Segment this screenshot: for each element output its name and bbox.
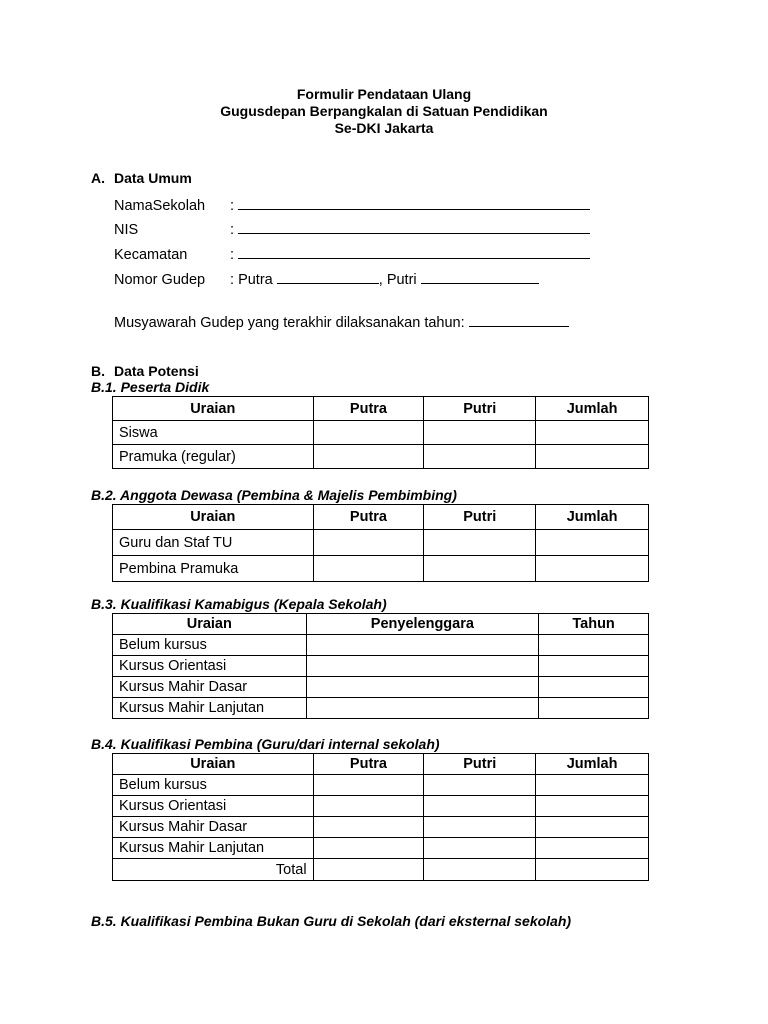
table-row — [113, 556, 649, 582]
putri-blank[interactable] — [421, 270, 539, 284]
field-label: Kecamatan — [114, 247, 188, 263]
section-b-heading — [91, 363, 199, 379]
table-kualifikasi-pembina — [112, 753, 649, 881]
row-label: Kursus Orientasi — [113, 796, 314, 817]
cell-penyelenggara[interactable] — [306, 635, 539, 656]
row-label: Belum kursus — [113, 775, 314, 796]
cell-penyelenggara[interactable] — [306, 677, 539, 698]
cell-putri[interactable] — [424, 796, 536, 817]
cell-jumlah[interactable] — [536, 445, 649, 469]
putra-label: Putra — [238, 272, 273, 288]
table-row — [113, 530, 649, 556]
cell-penyelenggara[interactable] — [306, 656, 539, 677]
row-label: Belum kursus — [113, 635, 307, 656]
putra-blank[interactable] — [277, 270, 379, 284]
table-row — [113, 677, 649, 698]
table-header-row — [113, 754, 649, 775]
row-label: Siswa — [113, 421, 314, 445]
row-label: Pramuka (regular) — [113, 445, 314, 469]
header-putra: Putra — [313, 754, 424, 775]
musyawarah-label: Musyawarah Gudep yang terakhir dilaksanakan tahun: — [114, 315, 465, 331]
cell-putra[interactable] — [313, 556, 424, 582]
section-a-heading — [91, 170, 192, 186]
nis-blank[interactable] — [238, 220, 590, 234]
table-row — [113, 698, 649, 719]
cell-putra[interactable] — [313, 421, 424, 445]
cell-tahun[interactable] — [539, 635, 649, 656]
header-putri: Putri — [424, 505, 536, 530]
b2-title: B.2. Anggota Dewasa (Pembina & Majelis Pembimbing) — [91, 487, 457, 503]
field-label: Nomor Gudep — [114, 272, 206, 288]
cell-putri[interactable] — [424, 817, 536, 838]
cell-putri[interactable] — [424, 421, 536, 445]
cell-total-putri[interactable] — [424, 859, 536, 881]
section-b-letter: B. — [91, 363, 105, 379]
form-title: Formulir Pendataan Ulang — [296, 86, 472, 102]
kecamatan-blank[interactable] — [238, 245, 590, 259]
cell-putra[interactable] — [313, 817, 424, 838]
cell-jumlah[interactable] — [536, 530, 649, 556]
cell-tahun[interactable] — [539, 677, 649, 698]
header-uraian: Uraian — [113, 505, 314, 530]
cell-putra[interactable] — [313, 530, 424, 556]
cell-putri[interactable] — [424, 775, 536, 796]
cell-jumlah[interactable] — [536, 421, 649, 445]
cell-jumlah[interactable] — [536, 796, 649, 817]
field-label: NamaSekolah — [114, 198, 206, 214]
field-label: NIS — [114, 222, 139, 238]
table-row — [113, 838, 649, 859]
field-nis — [114, 220, 590, 239]
table-row — [113, 796, 649, 817]
cell-total-putra[interactable] — [313, 859, 424, 881]
header-uraian: Uraian — [113, 754, 314, 775]
field-kecamatan — [114, 245, 590, 264]
cell-putra[interactable] — [313, 775, 424, 796]
b5-title: B.5. Kualifikasi Pembina Bukan Guru di Sekolah (dari eksternal sekolah) — [91, 913, 572, 929]
cell-putra[interactable] — [313, 838, 424, 859]
cell-putri[interactable] — [424, 838, 536, 859]
row-label: Kursus Mahir Lanjutan — [113, 838, 314, 859]
table-row — [113, 656, 649, 677]
table-header-row — [113, 505, 649, 530]
musyawarah-blank[interactable] — [469, 313, 569, 327]
table-header-row — [113, 614, 649, 635]
table-row — [113, 775, 649, 796]
total-label: Total — [113, 859, 314, 881]
field-nama-sekolah — [114, 196, 590, 215]
putri-label: , Putri — [378, 272, 417, 288]
header-putra: Putra — [313, 505, 424, 530]
table-row — [113, 817, 649, 838]
table-header-row — [113, 397, 649, 421]
field-colon: : — [230, 272, 235, 288]
header-penyelenggara: Penyelenggara — [306, 614, 539, 635]
cell-putra[interactable] — [313, 445, 424, 469]
row-label: Pembina Pramuka — [113, 556, 314, 582]
cell-jumlah[interactable] — [536, 556, 649, 582]
table-row — [113, 635, 649, 656]
cell-penyelenggara[interactable] — [306, 698, 539, 719]
table-kualifikasi-kamabigus — [112, 613, 649, 719]
header-jumlah: Jumlah — [536, 505, 649, 530]
table-anggota-dewasa — [112, 504, 649, 582]
musyawarah-field — [114, 313, 569, 332]
header-jumlah: Jumlah — [536, 754, 649, 775]
table-row — [113, 421, 649, 445]
b4-title: B.4. Kualifikasi Pembina (Guru/dari internal sekolah) — [91, 736, 440, 752]
header-putri: Putri — [424, 397, 536, 421]
row-label: Kursus Mahir Dasar — [113, 677, 307, 698]
table-peserta-didik — [112, 396, 649, 469]
b1-title: B.1. Peserta Didik — [91, 379, 210, 395]
header-uraian: Uraian — [113, 614, 307, 635]
section-a-title: Data Umum — [114, 170, 192, 186]
field-colon: : — [230, 222, 235, 238]
nama-sekolah-blank[interactable] — [238, 196, 590, 210]
row-label: Kursus Mahir Lanjutan — [113, 698, 307, 719]
header-jumlah: Jumlah — [536, 397, 649, 421]
field-nomor-gudep — [114, 270, 539, 289]
row-label: Kursus Orientasi — [113, 656, 307, 677]
table-row — [113, 445, 649, 469]
header-putri: Putri — [424, 754, 536, 775]
table-total-row — [113, 859, 649, 881]
section-a-letter: A. — [91, 170, 105, 186]
cell-putri[interactable] — [424, 530, 536, 556]
cell-jumlah[interactable] — [536, 817, 649, 838]
section-b-title: Data Potensi — [114, 363, 199, 379]
cell-putri[interactable] — [424, 556, 536, 582]
cell-jumlah[interactable] — [536, 775, 649, 796]
field-colon: : — [230, 247, 235, 263]
cell-tahun[interactable] — [539, 698, 649, 719]
header-putra: Putra — [313, 397, 424, 421]
cell-total-jumlah[interactable] — [536, 859, 649, 881]
form-region: Se-DKI Jakarta — [334, 120, 434, 136]
cell-putra[interactable] — [313, 796, 424, 817]
row-label: Kursus Mahir Dasar — [113, 817, 314, 838]
form-subtitle: Gugusdepan Berpangkalan di Satuan Pendidikan — [220, 103, 548, 119]
b3-title: B.3. Kualifikasi Kamabigus (Kepala Sekolah) — [91, 596, 387, 612]
cell-jumlah[interactable] — [536, 838, 649, 859]
field-colon: : — [230, 198, 235, 214]
header-tahun: Tahun — [539, 614, 649, 635]
cell-tahun[interactable] — [539, 656, 649, 677]
cell-putri[interactable] — [424, 445, 536, 469]
header-uraian: Uraian — [113, 397, 314, 421]
row-label: Guru dan Staf TU — [113, 530, 314, 556]
